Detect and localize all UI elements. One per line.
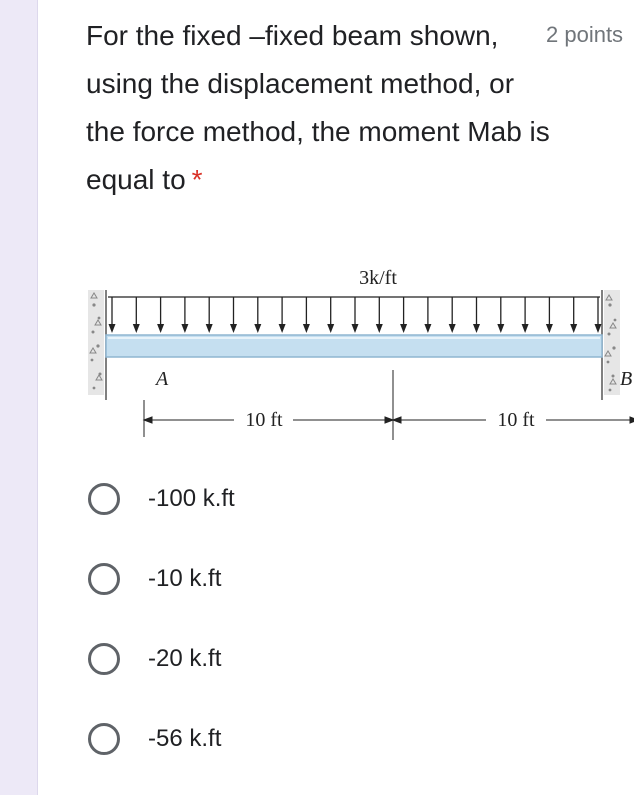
load-label: 3k/ft (359, 267, 397, 289)
load-arrow-head (522, 324, 529, 333)
left-background-strip (0, 0, 38, 795)
span-1-label: 10 ft (245, 409, 283, 431)
question-text: For the fixed –fixed beam shown, using the displacement method, or the force method, the moment Mab is equal to (86, 20, 550, 195)
left-fixed-support (88, 290, 106, 400)
required-asterisk: * (191, 164, 203, 195)
points-label: 2 points (546, 22, 624, 47)
option-label: -10 k.ft (148, 565, 222, 592)
right-fixed-support (602, 290, 620, 400)
option-label: -100 k.ft (148, 485, 235, 512)
load-arrow-head (449, 324, 456, 333)
option-label: -20 k.ft (148, 645, 222, 672)
load-arrow-head (546, 324, 553, 333)
radio-button[interactable] (88, 643, 120, 675)
load-arrow-head (570, 324, 577, 333)
load-arrow-head (352, 324, 359, 333)
support-a-label: A (156, 368, 169, 390)
radio-button[interactable] (88, 483, 120, 515)
option-2[interactable] (88, 555, 221, 603)
load-arrow-head (109, 324, 116, 333)
load-arrow-head (230, 324, 237, 333)
load-arrow-head (327, 324, 334, 333)
load-arrow-head (497, 324, 504, 333)
dimension-line (144, 370, 634, 440)
load-arrow-head (157, 324, 164, 333)
option-4[interactable] (88, 715, 221, 763)
radio-button[interactable] (88, 563, 120, 595)
load-arrow-head (424, 324, 431, 333)
question-card (38, 0, 634, 795)
load-arrow-head (133, 324, 140, 333)
load-arrow-head (376, 324, 383, 333)
load-arrow-head (206, 324, 213, 333)
load-arrow-head (279, 324, 286, 333)
support-b-label: B (620, 368, 633, 390)
radio-button[interactable] (88, 723, 120, 755)
distributed-load-arrows (109, 297, 602, 333)
option-label: -56 k.ft (148, 725, 222, 752)
option-1[interactable] (88, 475, 235, 523)
option-3[interactable] (88, 635, 221, 683)
load-arrow-head (254, 324, 261, 333)
span-2-label: 10 ft (497, 409, 535, 431)
load-arrow-head (595, 324, 602, 333)
load-arrow-head (473, 324, 480, 333)
question-title (86, 12, 556, 204)
load-arrow-head (303, 324, 310, 333)
load-arrow-head (181, 324, 188, 333)
beam-diagram (88, 250, 633, 450)
load-arrow-head (400, 324, 407, 333)
